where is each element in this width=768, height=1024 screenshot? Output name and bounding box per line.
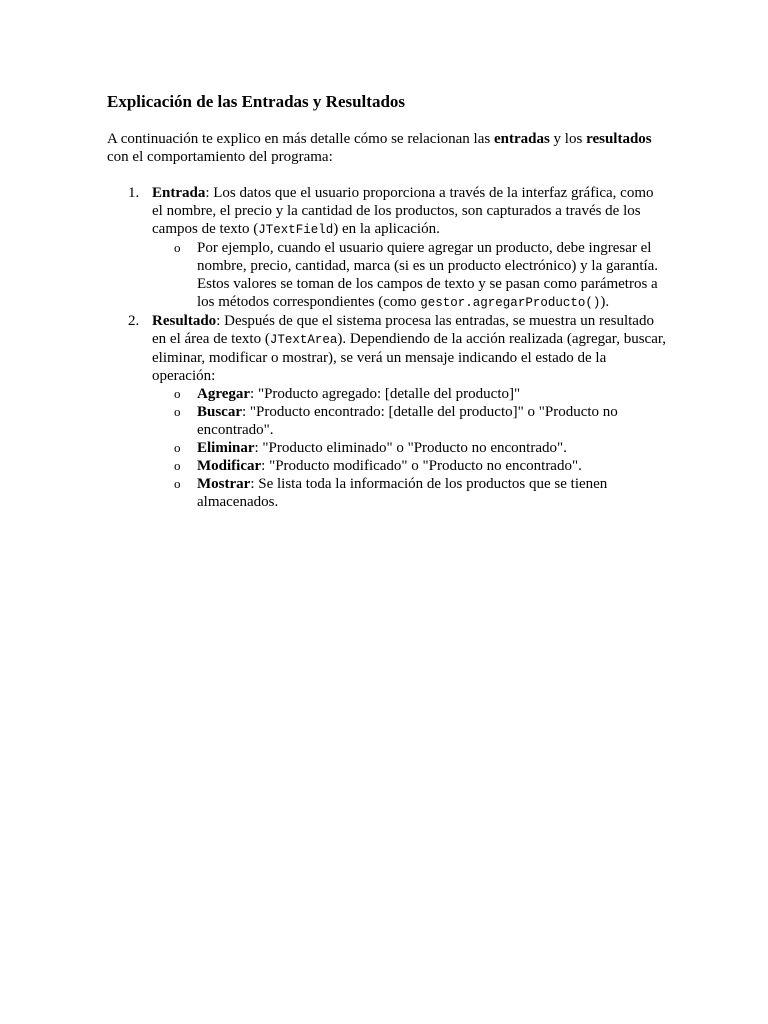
item-text-after-code: ). Dependiendo de la acción realizada (agregar, buscar, eliminar, modificar o mostrar), se verá un mensaje indicando el estado de la operación: [152,331,666,384]
list-number: 1. [128,185,140,201]
intro-paragraph [107,130,667,166]
item-text-before-code: : Después de que el sistema procesa las entradas, se muestra un resultado en el área de texto ( [152,313,654,347]
sub-list-item-mostrar [152,475,667,511]
sub-list-item-agregar [152,385,667,403]
sub-item-label: Eliminar [197,440,255,456]
sub-item-label: Modificar [197,458,262,474]
inline-code: JTextArea [269,333,338,347]
list-item-text [152,184,667,239]
bullet-marker: o [174,240,181,255]
sub-list-item [152,239,667,312]
sub-item-label: Agregar [197,386,251,402]
bullet-marker: o [174,440,181,455]
sub-item-text: : "Producto encontrado: [detalle del producto]" o "Producto no encontrado". [197,404,618,438]
document-page [107,92,667,511]
list-item-text [152,312,667,385]
sub-list [152,385,667,511]
item-text-before-code: : Los datos que el usuario proporciona a través de la interfaz gráfica, como el nombre, el precio y la cantidad de los productos, son capturados a través de los campos de texto ( [152,185,654,237]
sub-list-item-eliminar [152,439,667,457]
sub-item-text: : Se lista toda la información de los productos que se tienen almacenados. [197,476,608,510]
intro-bold-resultados: resultados [586,131,652,147]
intro-text-middle: y los [549,131,587,147]
sub-item-label: Mostrar [197,476,251,492]
inline-code: JTextField [258,223,334,237]
sub-list [152,239,667,312]
intro-bold-entradas: entradas [493,131,550,147]
sub-item-text: : "Producto modificado" o "Producto no encontrado". [261,458,582,474]
sub-list-item-buscar [152,403,667,439]
sub-list-item-modificar [152,457,667,475]
item-label: Entrada [152,185,206,201]
item-text-after-code: ) en la aplicación. [333,221,440,237]
list-item-resultado [107,312,667,511]
item-label: Resultado [152,313,217,329]
inline-code: gestor.agregarProducto() [420,296,601,310]
sub-item-text-before-code: Por ejemplo, cuando el usuario quiere agregar un producto, debe ingresar el nombre, precio, cantidad, marca (si es un producto electrónico) y la garantía. Estos valores se toman de los campos de texto y se pasan como parámetros a los métodos correspondientes (como [197,240,659,310]
list-item-entrada [107,184,667,312]
numbered-list [107,184,667,511]
sub-item-text: : "Producto eliminado" o "Producto no encontrado". [254,440,567,456]
intro-text-after: con el comportamiento del programa: [107,149,333,165]
list-number: 2. [128,313,140,329]
page-title: Explicación de las Entradas y Resultados [107,92,406,111]
bullet-marker: o [174,476,181,491]
bullet-marker: o [174,404,181,419]
bullet-marker: o [174,386,181,401]
bullet-marker: o [174,458,181,473]
intro-text-before: A continuación te explico en más detalle cómo se relacionan las [107,131,494,147]
sub-item-text-after-code: ). [600,294,610,310]
sub-item-label: Buscar [197,404,242,420]
sub-item-text: : "Producto agregado: [detalle del producto]" [250,386,521,402]
